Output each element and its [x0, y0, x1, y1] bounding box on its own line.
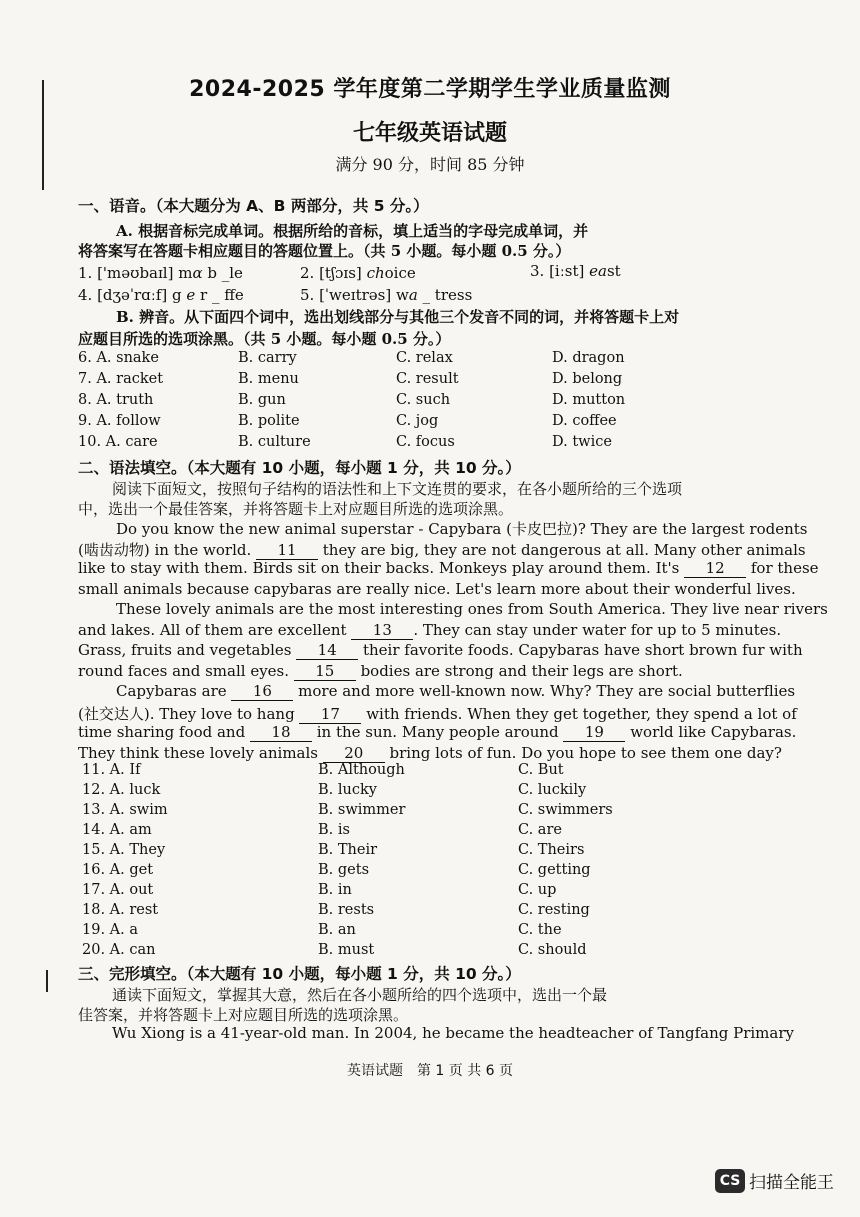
grammar-option: C. should: [518, 942, 587, 958]
grammar-option: B. swimmer: [318, 802, 406, 818]
grammar-option: 18. A. rest: [82, 902, 159, 918]
grammar-option: 14. A. am: [82, 822, 152, 838]
pronunciation-option: C. jog: [396, 413, 439, 429]
pronunciation-option: 6. A. snake: [78, 350, 159, 366]
answer-blank: 18: [250, 723, 312, 742]
grammar-option: 12. A. luck: [82, 782, 161, 798]
passage-text: their favorite foods. Capybaras have short brown fur with: [358, 641, 803, 659]
pronunciation-option: C. result: [396, 371, 459, 387]
grammar-option: B. lucky: [318, 782, 377, 798]
grammar-option: C. up: [518, 882, 557, 898]
passage-text: they are big, they are not dangerous at all. Many other animals: [318, 540, 806, 559]
answer-blank: 17: [299, 705, 361, 724]
grammar-option: C. the: [518, 922, 562, 938]
passage-line: [78, 723, 796, 742]
answer-blank: 13: [351, 621, 413, 640]
passage-text: Grass, fruits and vegetables: [78, 641, 297, 659]
grammar-option: B. rests: [318, 902, 375, 918]
grammar-option: C. But: [518, 762, 564, 778]
pronunciation-option: C. such: [396, 392, 451, 408]
grammar-option: 15. A. They: [82, 842, 166, 858]
passage-text: These lovely animals are the most interesting ones from South America. They live near rivers: [116, 600, 828, 618]
passage-text: more and more well-known now. Why? They are social butterflies: [293, 682, 796, 700]
passage-line: [78, 580, 796, 598]
pronunciation-option: B. menu: [238, 371, 299, 387]
grammar-option: C. luckily: [518, 782, 587, 798]
grammar-option: 17. A. out: [82, 882, 154, 898]
pronunciation-option: D. dragon: [552, 350, 625, 366]
exam-meta: 满分 90 分，时间 85 分钟: [335, 155, 525, 174]
grammar-option: C. swimmers: [518, 802, 613, 818]
answer-blank: 16: [231, 682, 293, 701]
section-3-instruction: 通读下面短文，掌握其大意，然后在各小题所给的四个选项中，选出一个最: [112, 986, 608, 1004]
section-2-heading: 二、语法填空。（本大题有 10 小题，每小题 1 分，共 10 分。）: [78, 459, 521, 477]
passage-text: round faces and small eyes.: [78, 661, 294, 680]
grammar-option: 20. A. can: [82, 942, 156, 958]
grammar-option: B. an: [318, 922, 356, 938]
phonetic-item: 5. [ˈweɪtrəs] wa _ tress: [300, 286, 473, 304]
part-b-instruction: B. 辨音。从下面四个词中，选出划线部分与其他三个发音不同的词，并将答题卡上对: [116, 308, 680, 326]
passage-line: [78, 539, 806, 560]
grammar-option: B. in: [318, 882, 352, 898]
section-2-instruction: 中，选出一个最佳答案，并将答题卡上对应题目所选的选项涂黑。: [78, 500, 514, 518]
grammar-option: 16. A. get: [82, 862, 154, 878]
passage-text: world like Capybaras.: [625, 723, 797, 741]
passage-text: small animals because capybaras are really nice. Let's learn more about their wonderful lives.: [78, 579, 796, 598]
section-3-instruction: 佳答案，并将答题卡上对应题目所选的选项涂黑。: [78, 1006, 409, 1024]
part-a-instruction: 将答案写在答题卡相应题目的答题位置上。（共 5 小题。每小题 0.5 分。）: [78, 242, 571, 260]
watermark-text: 扫描全能王: [749, 1173, 834, 1193]
part-b-instruction: 应题目所选的选项涂黑。（共 5 小题。每小题 0.5 分。）: [78, 330, 451, 348]
section-3-heading: 三、完形填空。（本大题有 10 小题，每小题 1 分，共 10 分。）: [78, 965, 521, 983]
passage-line: [78, 559, 819, 578]
grammar-option: 13. A. swim: [82, 802, 168, 818]
passage-text: They think these lovely animals: [78, 743, 323, 762]
passage-text: and lakes. All of them are excellent: [78, 620, 352, 639]
passage-text: like to stay with them. Birds sit on their backs. Monkeys play around them. It's: [78, 559, 685, 577]
passage-line: [116, 682, 795, 701]
page-footer: 英语试题 第 1 页 共 6 页: [346, 1063, 514, 1079]
answer-blank: 12: [684, 559, 746, 578]
passage-text: (社交达人). They love to hang: [78, 704, 300, 723]
section-1-heading: 一、语音。（本大题分为 A、B 两部分，共 5 分。）: [78, 197, 429, 215]
grammar-option: 19. A. a: [82, 922, 139, 938]
pronunciation-option: D. belong: [552, 371, 623, 387]
pronunciation-option: B. gun: [238, 392, 286, 408]
exam-title: 2024-2025 学年度第二学期学生学业质量监测: [189, 77, 671, 102]
pronunciation-option: C. focus: [396, 434, 455, 450]
passage-text: with friends. When they get together, they spend a lot of: [361, 704, 797, 723]
cloze-passage-line: Wu Xiong is a 41-year-old man. In 2004, he became the headteacher of Tangfang Primary: [112, 1024, 794, 1042]
pronunciation-option: D. mutton: [552, 392, 626, 408]
pronunciation-option: 8. A. truth: [78, 392, 154, 408]
passage-line: [78, 641, 803, 660]
grammar-option: B. must: [318, 942, 375, 958]
passage-text: bodies are strong and their legs are short.: [355, 661, 683, 680]
grammar-option: B. Their: [318, 842, 378, 858]
passage-line: [116, 518, 807, 539]
passage-text: (啮齿动物) in the world.: [78, 540, 257, 559]
pronunciation-option: B. polite: [238, 413, 300, 429]
answer-blank: 11: [256, 541, 318, 560]
passage-line: [116, 600, 828, 618]
answer-blank: 19: [563, 723, 625, 742]
pronunciation-option: B. culture: [238, 434, 311, 450]
passage-line: [78, 621, 781, 640]
phonetic-item: 3. [iːst] east: [530, 262, 621, 280]
pronunciation-option: C. relax: [396, 350, 453, 366]
answer-blank: 14: [296, 641, 358, 660]
pronunciation-option: D. twice: [552, 434, 612, 450]
passage-text: . They can stay under water for up to 5 minutes.: [413, 620, 782, 639]
exam-subtitle: 七年级英语试题: [352, 121, 507, 146]
pronunciation-option: 10. A. care: [78, 434, 158, 450]
passage-text: Capybaras are: [116, 682, 232, 700]
passage-line: [78, 703, 797, 724]
passage-text: in the sun. Many people around: [311, 723, 564, 741]
grammar-option: C. are: [518, 822, 562, 838]
grammar-option: B. gets: [318, 862, 370, 878]
pronunciation-option: B. carry: [238, 350, 297, 366]
passage-line: [78, 744, 782, 763]
grammar-option: 11. A. If: [82, 762, 141, 778]
passage-text: time sharing food and: [78, 723, 250, 741]
passage-text: bring lots of fun. Do you hope to see them one day?: [384, 743, 782, 762]
part-a-instruction: A. 根据音标完成单词。根据所给的音标，填上适当的字母完成单词，并: [116, 222, 589, 240]
passage-text: for these: [746, 559, 819, 577]
grammar-option: C. Theirs: [518, 842, 585, 858]
phonetic-item: 4. [dʒəˈrɑːf] g e r _ ffe: [78, 286, 244, 304]
pronunciation-option: 7. A. racket: [78, 371, 164, 387]
passage-text: Do you know the new animal superstar - Capybara (卡皮巴拉)? They are the largest rodents: [116, 520, 808, 538]
section-2-instruction: 阅读下面短文，按照句子结构的语法性和上下文连贯的要求，在各小题所给的三个选项: [112, 480, 683, 498]
pronunciation-option: D. coffee: [552, 413, 617, 429]
margin-bar: [46, 970, 48, 992]
grammar-option: C. resting: [518, 902, 590, 918]
phonetic-item: 1. ['məʊbaɪl] mɑ b _le: [78, 264, 243, 282]
passage-line: [78, 662, 683, 681]
answer-blank: 15: [294, 662, 356, 681]
answer-blank: 20: [323, 744, 385, 763]
grammar-option: B. Although: [318, 762, 405, 778]
grammar-option: C. getting: [518, 862, 591, 878]
grammar-option: B. is: [318, 822, 350, 838]
scanner-watermark: [715, 1168, 834, 1193]
pronunciation-option: 9. A. follow: [78, 413, 161, 429]
phonetic-item: 2. [tʃɔɪs] choice: [300, 264, 416, 282]
camscanner-logo-icon: CS: [715, 1169, 745, 1193]
